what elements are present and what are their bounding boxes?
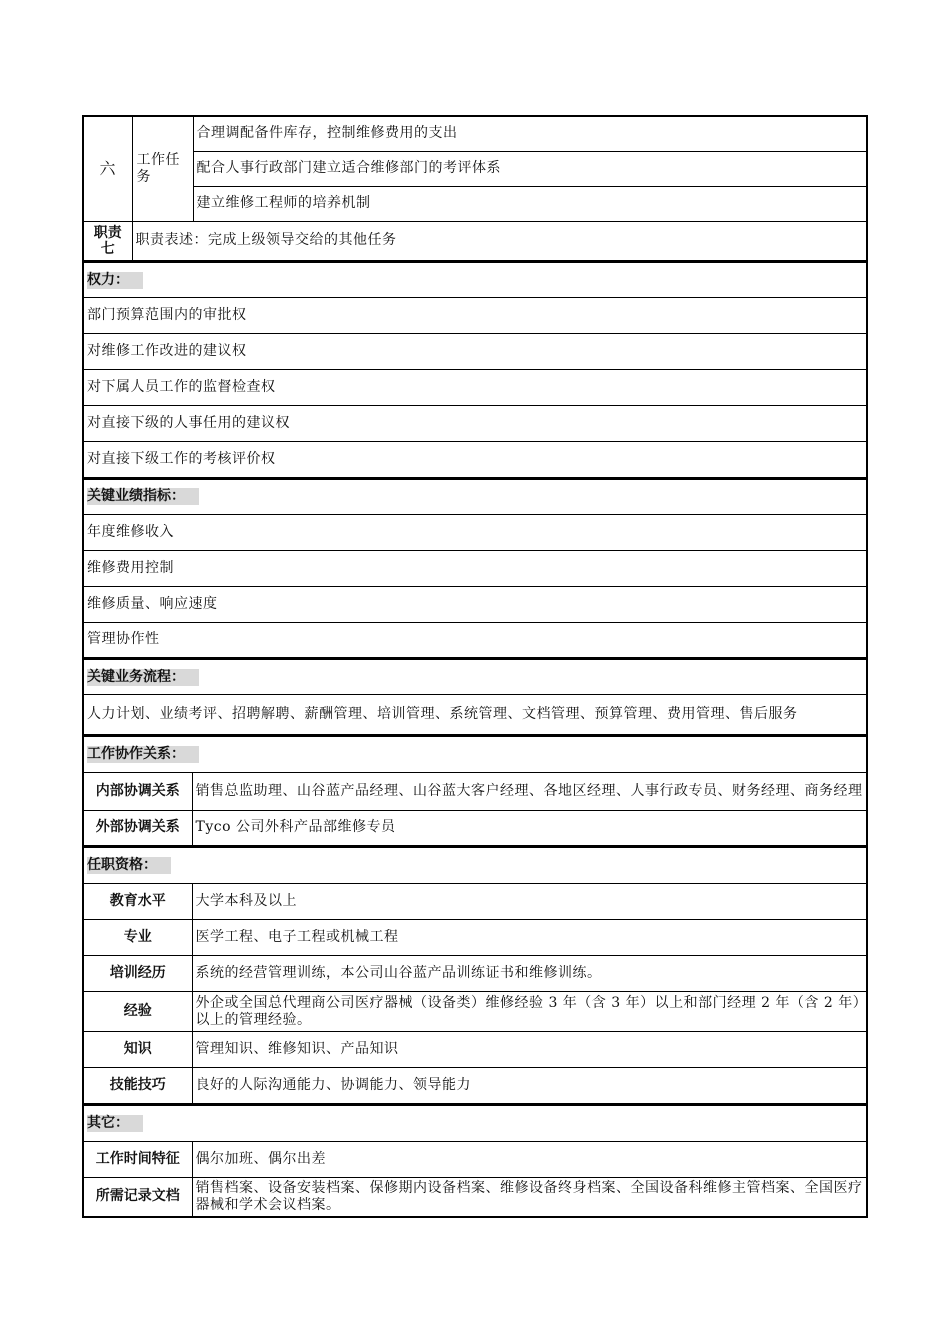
kpi-title: 关键业绩指标：: [87, 488, 199, 505]
qualification-value: 系统的经营管理训练，本公司山谷蓝产品训练证书和维修训练。: [192, 956, 867, 992]
qualification-value: 医学工程、电子工程或机械工程: [192, 920, 867, 956]
duty7-text: 职责表述：完成上级领导交给的其他任务: [132, 221, 867, 261]
qualifications-title: 任职资格：: [87, 857, 171, 874]
duty7-number: 职责七: [83, 221, 132, 261]
authority-item: 对下属人员工作的监督检查权: [83, 370, 867, 406]
qualifications-table: [82, 847, 868, 1105]
relation-value: Tyco 公司外科产品部维修专员: [192, 810, 867, 846]
authority-item: 对维修工作改进的建议权: [83, 334, 867, 370]
qualification-label: 培训经历: [83, 956, 192, 992]
section-title: [83, 1105, 867, 1141]
qualification-label: 技能技巧: [83, 1068, 192, 1104]
qualification-value: 大学本科及以上: [192, 884, 867, 920]
relation-label: 内部协调关系: [83, 772, 192, 810]
process-title: 关键业务流程：: [87, 669, 199, 686]
section-title: [83, 660, 867, 695]
qualification-value: 外企或全国总代理商公司医疗器械（设备类）维修经验 3 年（含 3 年）以上和部门经理 2 年（含 2 年）以上的管理经验。: [192, 992, 867, 1032]
other-title: 其它：: [87, 1115, 143, 1132]
kpi-item: 维修质量、响应速度: [83, 586, 867, 622]
relations-title: 工作协作关系：: [87, 746, 199, 763]
kpi-table: [82, 479, 868, 660]
duty-number: 六: [83, 116, 132, 221]
section-title: [83, 848, 867, 884]
other-table: [82, 1105, 868, 1219]
kpi-item: 管理协作性: [83, 622, 867, 658]
duty-task: 建立维修工程师的培养机制: [193, 186, 867, 221]
duties-table: [82, 115, 868, 262]
relations-table: [82, 736, 868, 848]
qualification-label: 专业: [83, 920, 192, 956]
qualification-label: 经验: [83, 992, 192, 1032]
section-title: [83, 479, 867, 514]
section-title: [83, 736, 867, 772]
other-label: 工作时间特征: [83, 1141, 192, 1177]
authority-table: [82, 262, 868, 479]
kpi-item: 年度维修收入: [83, 514, 867, 550]
qualification-value: 管理知识、维修知识、产品知识: [192, 1032, 867, 1068]
other-label: 所需记录文档: [83, 1177, 192, 1217]
authority-item: 部门预算范围内的审批权: [83, 298, 867, 334]
section-title: [83, 263, 867, 298]
duty-task: 合理调配备件库存，控制维修费用的支出: [193, 116, 867, 151]
kpi-item: 维修费用控制: [83, 550, 867, 586]
relation-label: 外部协调关系: [83, 810, 192, 846]
qualification-label: 教育水平: [83, 884, 192, 920]
authority-item: 对直接下级的人事任用的建议权: [83, 406, 867, 442]
other-value: 偶尔加班、偶尔出差: [192, 1141, 867, 1177]
process-table: [82, 659, 868, 736]
authority-title: 权力：: [87, 272, 143, 289]
relation-value: 销售总监助理、山谷蓝产品经理、山谷蓝大客户经理、各地区经理、人事行政专员、财务经理、商务经理: [192, 772, 867, 810]
authority-item: 对直接下级工作的考核评价权: [83, 442, 867, 478]
process-text: 人力计划、业绩考评、招聘解聘、薪酬管理、培训管理、系统管理、文档管理、预算管理、费用管理、售后服务: [83, 695, 867, 735]
duty-label: 工作任务: [132, 116, 193, 221]
qualification-value: 良好的人际沟通能力、协调能力、领导能力: [192, 1068, 867, 1104]
job-description-sheet: [82, 115, 868, 1218]
other-value: 销售档案、设备安装档案、保修期内设备档案、维修设备终身档案、全国设备科维修主管档案、全国医疗器械和学术会议档案。: [192, 1177, 867, 1217]
qualification-label: 知识: [83, 1032, 192, 1068]
duty-task: 配合人事行政部门建立适合维修部门的考评体系: [193, 151, 867, 186]
